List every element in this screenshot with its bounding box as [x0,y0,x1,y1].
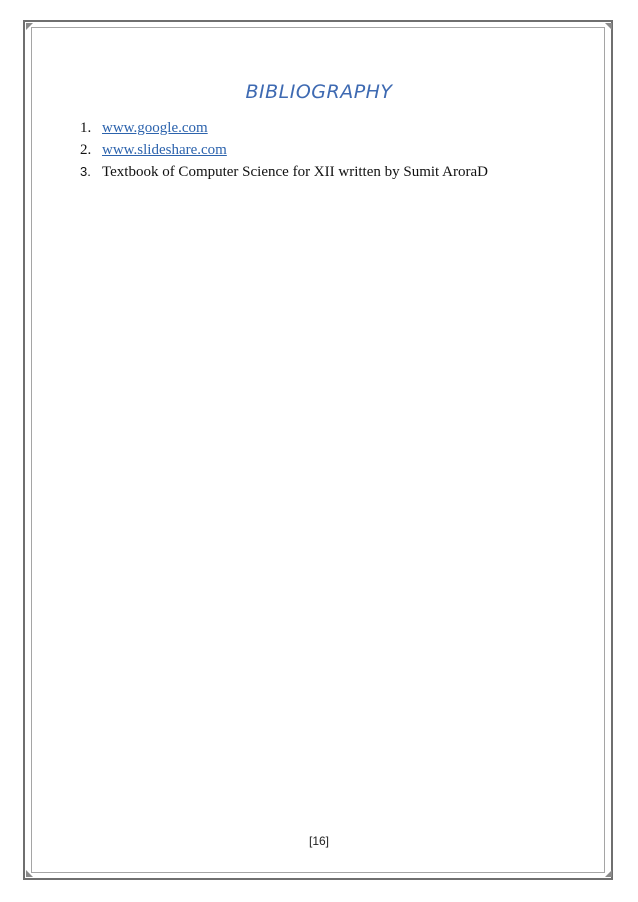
list-item-number: 2. [80,142,92,158]
corner-ornament-top-left [26,23,33,30]
corner-ornament-top-right [605,23,612,30]
page-number: [16] [308,834,329,848]
reference-link-slideshare[interactable]: www.slideshare.com [102,142,227,158]
list-item-number: 3. [80,164,91,179]
reference-text-textbook: Textbook of Computer Science for XII written by Sumit AroraD [102,164,488,180]
list-item [80,161,600,183]
corner-ornament-bottom-left [26,870,33,877]
page-title: BIBLIOGRAPHY [245,81,393,103]
list-item [80,117,600,139]
list-item [80,139,600,161]
reference-link-google[interactable]: www.google.com [102,120,208,136]
list-item-number: 1. [80,120,92,136]
corner-ornament-bottom-right [605,870,612,877]
bibliography-list [80,117,600,183]
